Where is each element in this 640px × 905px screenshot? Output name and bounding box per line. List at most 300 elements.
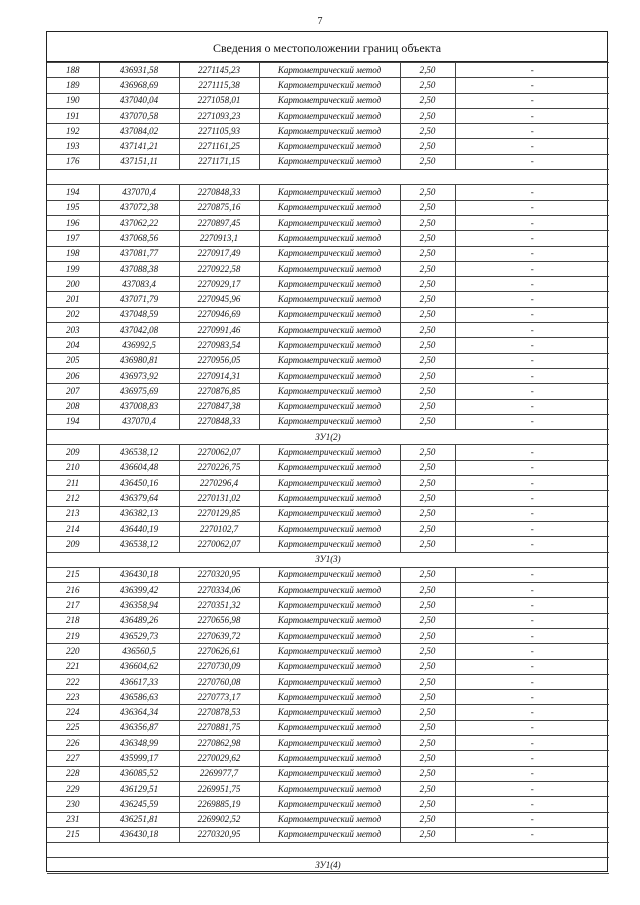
accuracy: 2,50 xyxy=(400,368,455,383)
method: Картометрический метод xyxy=(259,827,400,842)
coordinate-x: 437042,08 xyxy=(99,323,179,338)
coordinate-y: 2270320,95 xyxy=(179,567,259,582)
point-number: 216 xyxy=(47,583,99,598)
coordinate-y: 2270062,07 xyxy=(179,537,259,552)
method: Картометрический метод xyxy=(259,583,400,598)
coordinate-y: 2270296,4 xyxy=(179,476,259,491)
table-row xyxy=(47,598,609,613)
accuracy: 2,50 xyxy=(400,445,455,460)
note: - xyxy=(455,185,609,200)
coordinate-x: 436129,51 xyxy=(99,781,179,796)
note: - xyxy=(455,93,609,108)
table-row xyxy=(47,200,609,215)
coordinates-table xyxy=(47,62,609,874)
accuracy: 2,50 xyxy=(400,384,455,399)
coordinate-x: 436968,69 xyxy=(99,78,179,93)
accuracy: 2,50 xyxy=(400,476,455,491)
note: - xyxy=(455,644,609,659)
point-number: 192 xyxy=(47,124,99,139)
coordinate-x: 436604,62 xyxy=(99,659,179,674)
method: Картометрический метод xyxy=(259,674,400,689)
note: - xyxy=(455,353,609,368)
coordinate-x: 436604,48 xyxy=(99,460,179,475)
accuracy: 2,50 xyxy=(400,414,455,429)
note: - xyxy=(455,307,609,322)
coordinate-x: 436980,81 xyxy=(99,353,179,368)
coordinate-y: 2271093,23 xyxy=(179,108,259,123)
coordinate-y: 2270129,85 xyxy=(179,506,259,521)
point-number: 211 xyxy=(47,476,99,491)
coordinate-y: 2270945,96 xyxy=(179,292,259,307)
section-label: ЗУ1(3) xyxy=(47,552,609,567)
note: - xyxy=(455,583,609,598)
note: - xyxy=(455,384,609,399)
accuracy: 2,50 xyxy=(400,583,455,598)
accuracy: 2,50 xyxy=(400,108,455,123)
point-number: 193 xyxy=(47,139,99,154)
note: - xyxy=(455,200,609,215)
coordinate-y: 2270991,46 xyxy=(179,323,259,338)
coordinate-x: 436430,18 xyxy=(99,567,179,582)
method: Картометрический метод xyxy=(259,124,400,139)
section-header-row xyxy=(47,858,609,873)
note: - xyxy=(455,598,609,613)
method: Картометрический метод xyxy=(259,445,400,460)
method: Картометрический метод xyxy=(259,613,400,628)
coordinate-x: 436586,63 xyxy=(99,690,179,705)
table-row xyxy=(47,537,609,552)
point-number: 196 xyxy=(47,215,99,230)
accuracy: 2,50 xyxy=(400,812,455,827)
note: - xyxy=(455,460,609,475)
point-number: 223 xyxy=(47,690,99,705)
coordinate-y: 2270062,07 xyxy=(179,445,259,460)
point-number: 214 xyxy=(47,521,99,536)
coordinate-y: 2271145,23 xyxy=(179,63,259,78)
accuracy: 2,50 xyxy=(400,766,455,781)
method: Картометрический метод xyxy=(259,659,400,674)
coordinate-y: 2269977,7 xyxy=(179,766,259,781)
point-number: 220 xyxy=(47,644,99,659)
method: Картометрический метод xyxy=(259,460,400,475)
note: - xyxy=(455,705,609,720)
point-number: 201 xyxy=(47,292,99,307)
accuracy: 2,50 xyxy=(400,307,455,322)
table-row xyxy=(47,277,609,292)
coordinate-x: 437070,4 xyxy=(99,414,179,429)
accuracy: 2,50 xyxy=(400,124,455,139)
method: Картометрический метод xyxy=(259,154,400,169)
point-number: 230 xyxy=(47,797,99,812)
accuracy: 2,50 xyxy=(400,63,455,78)
accuracy: 2,50 xyxy=(400,323,455,338)
coordinate-x: 436440,19 xyxy=(99,521,179,536)
note: - xyxy=(455,781,609,796)
coordinate-x: 436560,5 xyxy=(99,644,179,659)
accuracy: 2,50 xyxy=(400,781,455,796)
table-row xyxy=(47,323,609,338)
table-row xyxy=(47,812,609,827)
point-number: 209 xyxy=(47,445,99,460)
point-number: 189 xyxy=(47,78,99,93)
table-row xyxy=(47,445,609,460)
coordinate-y: 2270102,7 xyxy=(179,521,259,536)
point-number: 202 xyxy=(47,307,99,322)
coordinate-y: 2270913,1 xyxy=(179,231,259,246)
table-row xyxy=(47,827,609,842)
accuracy: 2,50 xyxy=(400,797,455,812)
point-number: 208 xyxy=(47,399,99,414)
method: Картометрический метод xyxy=(259,476,400,491)
section-label: ЗУ1(2) xyxy=(47,430,609,445)
coordinate-y: 2270848,33 xyxy=(179,414,259,429)
point-number: 194 xyxy=(47,414,99,429)
accuracy: 2,50 xyxy=(400,537,455,552)
note: - xyxy=(455,292,609,307)
coordinate-x: 437151,11 xyxy=(99,154,179,169)
table-row xyxy=(47,567,609,582)
accuracy: 2,50 xyxy=(400,674,455,689)
coordinate-y: 2270875,16 xyxy=(179,200,259,215)
coordinate-x: 437070,58 xyxy=(99,108,179,123)
accuracy: 2,50 xyxy=(400,261,455,276)
point-number: 205 xyxy=(47,353,99,368)
accuracy: 2,50 xyxy=(400,200,455,215)
point-number: 228 xyxy=(47,766,99,781)
point-number: 226 xyxy=(47,736,99,751)
table-row xyxy=(47,261,609,276)
table-row xyxy=(47,476,609,491)
method: Картометрический метод xyxy=(259,353,400,368)
method: Картометрический метод xyxy=(259,628,400,643)
note: - xyxy=(455,277,609,292)
coordinate-x: 436356,87 xyxy=(99,720,179,735)
coordinate-y: 2270626,61 xyxy=(179,644,259,659)
accuracy: 2,50 xyxy=(400,613,455,628)
coordinate-x: 437071,79 xyxy=(99,292,179,307)
method: Картометрический метод xyxy=(259,231,400,246)
point-number: 212 xyxy=(47,491,99,506)
point-number: 188 xyxy=(47,63,99,78)
coordinate-x: 437083,4 xyxy=(99,277,179,292)
coordinate-x: 437062,22 xyxy=(99,215,179,230)
point-number: 215 xyxy=(47,827,99,842)
accuracy: 2,50 xyxy=(400,506,455,521)
accuracy: 2,50 xyxy=(400,215,455,230)
method: Картометрический метод xyxy=(259,705,400,720)
method: Картометрический метод xyxy=(259,108,400,123)
note: - xyxy=(455,521,609,536)
coordinate-x: 437070,4 xyxy=(99,185,179,200)
coordinate-y: 2271161,25 xyxy=(179,139,259,154)
separator-row xyxy=(47,170,609,185)
note: - xyxy=(455,797,609,812)
note: - xyxy=(455,323,609,338)
method: Картометрический метод xyxy=(259,292,400,307)
accuracy: 2,50 xyxy=(400,399,455,414)
accuracy: 2,50 xyxy=(400,720,455,735)
point-number: 213 xyxy=(47,506,99,521)
point-number: 194 xyxy=(47,185,99,200)
table-row xyxy=(47,292,609,307)
point-number: 225 xyxy=(47,720,99,735)
note: - xyxy=(455,338,609,353)
method: Картометрический метод xyxy=(259,797,400,812)
table-row xyxy=(47,521,609,536)
coordinate-y: 2270656,98 xyxy=(179,613,259,628)
method: Картометрический метод xyxy=(259,506,400,521)
method: Картометрический метод xyxy=(259,384,400,399)
table-row xyxy=(47,368,609,383)
table-row xyxy=(47,93,609,108)
note: - xyxy=(455,261,609,276)
method: Картометрический метод xyxy=(259,277,400,292)
coordinate-x: 436538,12 xyxy=(99,445,179,460)
table-row xyxy=(47,491,609,506)
table-row xyxy=(47,353,609,368)
method: Картометрический метод xyxy=(259,567,400,582)
section-header-row xyxy=(47,552,609,567)
coordinate-y: 2269951,75 xyxy=(179,781,259,796)
coordinate-x: 436538,12 xyxy=(99,537,179,552)
note: - xyxy=(455,63,609,78)
separator-cell xyxy=(47,170,609,185)
point-number: 224 xyxy=(47,705,99,720)
method: Картометрический метод xyxy=(259,200,400,215)
note: - xyxy=(455,766,609,781)
coordinate-y: 2270773,17 xyxy=(179,690,259,705)
accuracy: 2,50 xyxy=(400,827,455,842)
coordinate-x: 436992,5 xyxy=(99,338,179,353)
coordinate-x: 436529,73 xyxy=(99,628,179,643)
point-number: 206 xyxy=(47,368,99,383)
coordinate-x: 437072,38 xyxy=(99,200,179,215)
accuracy: 2,50 xyxy=(400,644,455,659)
table-row xyxy=(47,690,609,705)
note: - xyxy=(455,154,609,169)
note: - xyxy=(455,124,609,139)
note: - xyxy=(455,720,609,735)
note: - xyxy=(455,812,609,827)
coordinate-x: 437008,83 xyxy=(99,399,179,414)
coordinate-x: 436382,13 xyxy=(99,506,179,521)
note: - xyxy=(455,476,609,491)
point-number: 203 xyxy=(47,323,99,338)
table-row xyxy=(47,414,609,429)
table-row xyxy=(47,124,609,139)
coordinate-x: 436358,94 xyxy=(99,598,179,613)
point-number: 199 xyxy=(47,261,99,276)
coordinate-y: 2270876,85 xyxy=(179,384,259,399)
accuracy: 2,50 xyxy=(400,231,455,246)
table-row xyxy=(47,338,609,353)
table-row xyxy=(47,307,609,322)
accuracy: 2,50 xyxy=(400,567,455,582)
coordinate-x: 436973,92 xyxy=(99,368,179,383)
method: Картометрический метод xyxy=(259,766,400,781)
accuracy: 2,50 xyxy=(400,491,455,506)
point-number: 191 xyxy=(47,108,99,123)
coordinate-y: 2270881,75 xyxy=(179,720,259,735)
accuracy: 2,50 xyxy=(400,139,455,154)
page-number: 7 xyxy=(317,16,323,27)
table-title: Сведения о местоположении границ объекта xyxy=(47,32,607,62)
accuracy: 2,50 xyxy=(400,292,455,307)
coordinate-y: 2270917,49 xyxy=(179,246,259,261)
accuracy: 2,50 xyxy=(400,705,455,720)
method: Картометрический метод xyxy=(259,537,400,552)
coordinate-x: 437048,59 xyxy=(99,307,179,322)
method: Картометрический метод xyxy=(259,368,400,383)
coordinate-y: 2270226,75 xyxy=(179,460,259,475)
coordinate-y: 2270929,17 xyxy=(179,277,259,292)
point-number: 200 xyxy=(47,277,99,292)
coordinate-x: 436085,52 xyxy=(99,766,179,781)
method: Картометрический метод xyxy=(259,812,400,827)
coordinate-x: 436251,81 xyxy=(99,812,179,827)
coordinate-x: 436617,33 xyxy=(99,674,179,689)
method: Картометрический метод xyxy=(259,139,400,154)
point-number: 221 xyxy=(47,659,99,674)
method: Картометрический метод xyxy=(259,261,400,276)
point-number: 207 xyxy=(47,384,99,399)
method: Картометрический метод xyxy=(259,751,400,766)
table-row xyxy=(47,797,609,812)
coordinates-table-sheet xyxy=(46,31,608,872)
accuracy: 2,50 xyxy=(400,659,455,674)
table-row xyxy=(47,736,609,751)
coordinate-y: 2270848,33 xyxy=(179,185,259,200)
method: Картометрический метод xyxy=(259,246,400,261)
point-number: 219 xyxy=(47,628,99,643)
point-number: 176 xyxy=(47,154,99,169)
table-row xyxy=(47,399,609,414)
accuracy: 2,50 xyxy=(400,521,455,536)
table-row xyxy=(47,613,609,628)
coordinate-y: 2270639,72 xyxy=(179,628,259,643)
point-number: 190 xyxy=(47,93,99,108)
table-row xyxy=(47,108,609,123)
coordinate-y: 2270897,45 xyxy=(179,215,259,230)
coordinate-x: 436348,99 xyxy=(99,736,179,751)
coordinate-x: 436450,16 xyxy=(99,476,179,491)
coordinate-x: 437141,21 xyxy=(99,139,179,154)
method: Картометрический метод xyxy=(259,338,400,353)
method: Картометрический метод xyxy=(259,63,400,78)
table-row xyxy=(47,766,609,781)
table-row xyxy=(47,705,609,720)
table-row xyxy=(47,751,609,766)
note: - xyxy=(455,827,609,842)
accuracy: 2,50 xyxy=(400,185,455,200)
point-number: 195 xyxy=(47,200,99,215)
note: - xyxy=(455,659,609,674)
note: - xyxy=(455,736,609,751)
coordinate-y: 2270922,58 xyxy=(179,261,259,276)
note: - xyxy=(455,215,609,230)
note: - xyxy=(455,414,609,429)
method: Картометрический метод xyxy=(259,491,400,506)
coordinate-y: 2270878,53 xyxy=(179,705,259,720)
accuracy: 2,50 xyxy=(400,751,455,766)
coordinate-x: 436245,59 xyxy=(99,797,179,812)
method: Картометрический метод xyxy=(259,185,400,200)
point-number: 217 xyxy=(47,598,99,613)
point-number: 227 xyxy=(47,751,99,766)
table-row xyxy=(47,506,609,521)
section-header-row xyxy=(47,430,609,445)
note: - xyxy=(455,108,609,123)
section-label: ЗУ1(4) xyxy=(47,858,609,873)
method: Картометрический метод xyxy=(259,521,400,536)
method: Картометрический метод xyxy=(259,736,400,751)
accuracy: 2,50 xyxy=(400,353,455,368)
coordinate-y: 2271115,38 xyxy=(179,78,259,93)
note: - xyxy=(455,491,609,506)
method: Картометрический метод xyxy=(259,414,400,429)
coordinate-x: 436430,18 xyxy=(99,827,179,842)
coordinate-x: 436931,58 xyxy=(99,63,179,78)
coordinate-y: 2271171,15 xyxy=(179,154,259,169)
coordinate-y: 2270334,06 xyxy=(179,583,259,598)
point-number: 209 xyxy=(47,537,99,552)
coordinate-y: 2270029,62 xyxy=(179,751,259,766)
coordinate-y: 2270914,31 xyxy=(179,368,259,383)
note: - xyxy=(455,567,609,582)
coordinate-y: 2270847,38 xyxy=(179,399,259,414)
note: - xyxy=(455,399,609,414)
table-row xyxy=(47,231,609,246)
method: Картометрический метод xyxy=(259,399,400,414)
method: Картометрический метод xyxy=(259,690,400,705)
note: - xyxy=(455,751,609,766)
note: - xyxy=(455,690,609,705)
point-number: 210 xyxy=(47,460,99,475)
coordinate-y: 2269902,52 xyxy=(179,812,259,827)
table-row xyxy=(47,659,609,674)
accuracy: 2,50 xyxy=(400,628,455,643)
point-number: 215 xyxy=(47,567,99,582)
table-row xyxy=(47,246,609,261)
point-number: 198 xyxy=(47,246,99,261)
table-row xyxy=(47,644,609,659)
coordinate-y: 2271058,01 xyxy=(179,93,259,108)
method: Картометрический метод xyxy=(259,323,400,338)
point-number: 218 xyxy=(47,613,99,628)
table-row xyxy=(47,78,609,93)
accuracy: 2,50 xyxy=(400,598,455,613)
point-number: 204 xyxy=(47,338,99,353)
method: Картометрический метод xyxy=(259,781,400,796)
accuracy: 2,50 xyxy=(400,338,455,353)
method: Картометрический метод xyxy=(259,720,400,735)
table-row xyxy=(47,63,609,78)
accuracy: 2,50 xyxy=(400,78,455,93)
table-row xyxy=(47,781,609,796)
coordinate-x: 437040,04 xyxy=(99,93,179,108)
table-row xyxy=(47,583,609,598)
table-row xyxy=(47,628,609,643)
coordinate-y: 2270351,32 xyxy=(179,598,259,613)
method: Картометрический метод xyxy=(259,215,400,230)
accuracy: 2,50 xyxy=(400,690,455,705)
coordinate-y: 2270946,69 xyxy=(179,307,259,322)
coordinate-x: 436489,26 xyxy=(99,613,179,628)
coordinate-x: 435999,17 xyxy=(99,751,179,766)
note: - xyxy=(455,445,609,460)
coordinate-x: 436364,34 xyxy=(99,705,179,720)
coordinate-y: 2270760,08 xyxy=(179,674,259,689)
